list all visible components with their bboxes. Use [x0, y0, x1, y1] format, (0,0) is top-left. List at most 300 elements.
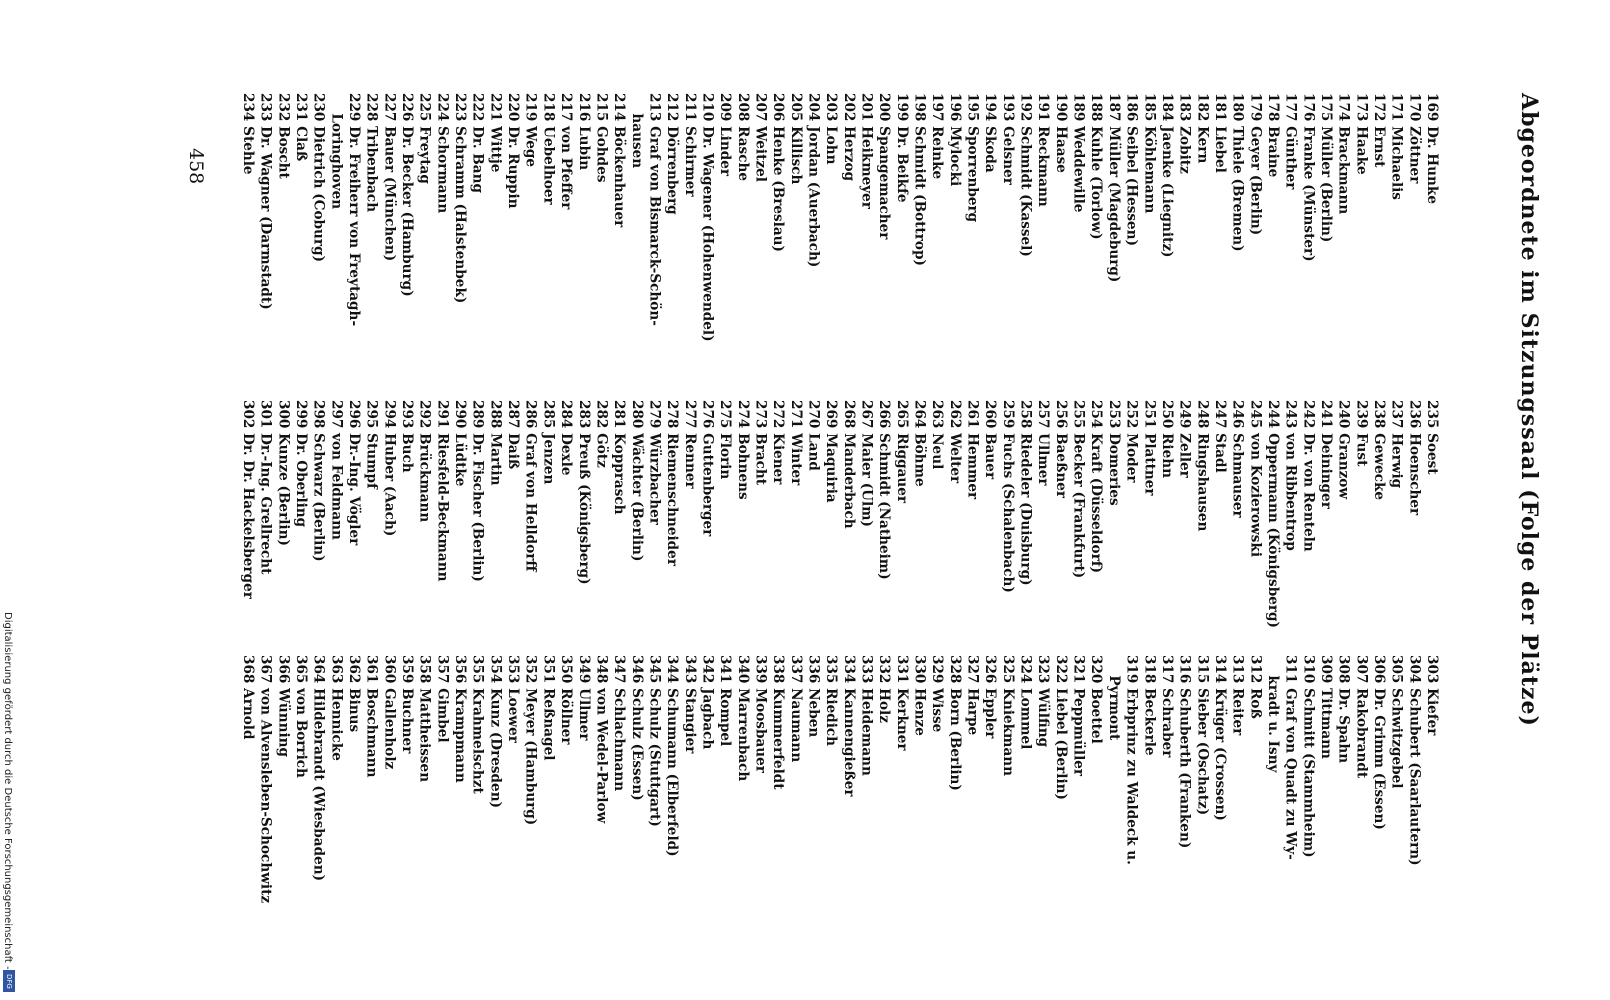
seat-entry — [1122, 93, 1140, 393]
seat-entry — [786, 655, 804, 995]
member-name: Gohdes — [593, 126, 610, 183]
member-name: Becker (Frankfurt) — [1070, 433, 1087, 579]
seat-number: 213 — [646, 93, 663, 122]
seat-number: 301 — [257, 400, 274, 429]
seat-entry — [609, 655, 627, 995]
seat-number: 252 — [1123, 400, 1140, 429]
seat-entry — [998, 655, 1016, 995]
seat-entry — [592, 93, 610, 393]
member-name: von Pfeffer — [558, 126, 575, 210]
seat-number: 361 — [363, 655, 380, 684]
member-name: Schraber — [1158, 688, 1175, 758]
member-name: Moder — [1123, 433, 1140, 483]
seat-number: 231 — [293, 93, 309, 122]
seat-entry — [1016, 400, 1034, 645]
member-name: Schwitzgebel — [1388, 688, 1405, 789]
seat-number: 273 — [752, 400, 769, 429]
seat-entry — [397, 93, 415, 393]
seat-entry — [521, 400, 539, 645]
seat-entry — [468, 655, 486, 995]
seat-entry — [1087, 400, 1105, 645]
seat-number: 328 — [946, 655, 963, 684]
seat-entry — [521, 655, 539, 995]
member-name: Schramm (Halstenbek) — [452, 126, 469, 304]
seat-number: 305 — [1388, 655, 1405, 684]
seat-number: 281 — [611, 400, 628, 429]
seat-entry — [1316, 93, 1334, 393]
seat-number: 264 — [911, 400, 928, 429]
member-name: Land — [805, 433, 822, 471]
seat-entry — [875, 400, 893, 645]
member-name: Reckmann — [1035, 126, 1052, 207]
seat-entry — [945, 400, 963, 645]
member-name: Lüdtke — [452, 433, 469, 487]
seat-number: 364 — [310, 655, 327, 684]
seat-number: 298 — [310, 400, 327, 429]
seat-number: 212 — [664, 93, 681, 122]
seat-entry — [1263, 400, 1281, 645]
seat-number: 199 — [893, 93, 910, 122]
seat-entry — [1104, 400, 1122, 645]
member-name: Brackmann — [1335, 126, 1352, 215]
member-name: Winter — [787, 433, 804, 486]
member-name: Schormann — [434, 126, 451, 214]
seat-entry — [998, 400, 1016, 645]
member-name: Krüger (Crossen) — [1211, 688, 1228, 821]
member-name: Dr. Ruppin — [505, 126, 522, 209]
seat-entry — [963, 93, 981, 393]
seat-number: 291 — [434, 400, 451, 429]
member-name: Claß — [293, 126, 309, 162]
seat-number: 251 — [1141, 400, 1158, 429]
seat-entry — [1281, 655, 1299, 995]
seat-number: 263 — [929, 400, 946, 429]
seat-entry — [1281, 93, 1299, 393]
seat-number: 357 — [434, 655, 451, 684]
seat-number: 275 — [717, 400, 734, 429]
seat-number: 314 — [1211, 655, 1228, 684]
member-name: Florin — [717, 433, 734, 480]
seat-entry — [733, 400, 751, 645]
member-name: Dr. Hunke — [1424, 126, 1440, 204]
seat-entry — [238, 655, 256, 995]
member-name: Buchner — [399, 688, 416, 754]
member-name: Oppermann (Königsberg) — [1264, 433, 1281, 628]
member-name: Dr. Oberling — [293, 433, 309, 528]
seat-number: 312 — [1247, 655, 1264, 684]
seat-number: 235 — [1424, 400, 1440, 429]
seat-entry — [486, 400, 504, 645]
seat-number: 223 — [452, 93, 469, 122]
dfg-logo-text: DFG — [5, 973, 13, 989]
member-name: Graf von Quadt zu Wy- — [1282, 688, 1299, 860]
seat-column-1 — [238, 93, 1440, 393]
seat-entry — [1369, 400, 1387, 645]
seat-entry — [415, 93, 433, 393]
seat-number: 217 — [558, 93, 575, 122]
member-name: Fust — [1353, 433, 1370, 467]
member-name: Guttenberger — [699, 433, 716, 537]
seat-entry — [433, 655, 451, 995]
seat-number: 277 — [681, 400, 698, 429]
seat-number: 356 — [452, 655, 469, 684]
member-name: Uebelhoer — [540, 126, 557, 205]
seat-entry — [627, 93, 645, 393]
member-name: Dr. Beikfe — [893, 126, 910, 203]
member-name: Fuchs (Schalenbach) — [999, 433, 1016, 593]
seat-entry — [344, 400, 362, 645]
seat-entry — [238, 93, 256, 393]
member-name: Gewecke — [1370, 433, 1387, 501]
seat-entry — [945, 93, 963, 393]
member-name: Müller (Magdeburg) — [1105, 126, 1122, 283]
seat-number: 203 — [823, 93, 840, 122]
seat-entry — [433, 93, 451, 393]
member-name: Weddewille — [1070, 126, 1087, 213]
seat-number: 285 — [540, 400, 557, 429]
seat-entry — [1352, 655, 1370, 995]
member-name: Marrenbach — [734, 688, 751, 782]
seat-number: 171 — [1388, 93, 1405, 122]
seat-number: 284 — [558, 400, 575, 429]
seat-entry — [1104, 93, 1122, 393]
seat-number: 279 — [646, 400, 663, 429]
seat-entry — [1246, 400, 1264, 645]
seat-entry — [609, 400, 627, 645]
member-name: Kannengießer — [840, 688, 857, 797]
member-name: Brückmann — [416, 433, 433, 523]
member-name: Böhme — [911, 433, 928, 487]
member-name: Roß — [1247, 688, 1264, 719]
member-name: Thiele (Bremen) — [1229, 126, 1246, 252]
member-name: Kuhle (Torlow) — [1088, 126, 1105, 240]
seat-number: 175 — [1317, 93, 1334, 122]
member-name: Jaenke (Liegnitz) — [1158, 126, 1175, 258]
seat-entry — [1193, 93, 1211, 393]
seat-entry — [875, 93, 893, 393]
dfg-logo — [3, 970, 15, 992]
member-name: Schulz (Essen) — [628, 688, 645, 801]
seat-entry — [928, 93, 946, 393]
seat-entry — [627, 655, 645, 995]
seat-number: 254 — [1088, 400, 1105, 429]
seat-number: 350 — [558, 655, 575, 684]
page-title: Abgeordnete im Sitzungssaal (Folge der Plätze) — [1516, 93, 1542, 727]
member-name: Jordan (Auerbach) — [805, 126, 822, 268]
seat-number: 249 — [1176, 400, 1193, 429]
seat-entry — [1034, 655, 1052, 995]
seat-entry — [1069, 400, 1087, 645]
member-name: Kunze (Berlin) — [275, 433, 292, 546]
seat-entry — [1334, 93, 1352, 393]
seat-number: 280 — [628, 400, 645, 429]
member-name: Riemenschneider — [664, 433, 681, 566]
seat-number: 246 — [1229, 400, 1246, 429]
seat-entry — [380, 655, 398, 995]
seat-number: 170 — [1406, 93, 1423, 122]
seat-number: 283 — [575, 400, 592, 429]
seat-entry — [857, 400, 875, 645]
seat-number: 309 — [1317, 655, 1334, 684]
member-name: von Feldmann — [328, 433, 345, 540]
seat-entry — [804, 93, 822, 393]
seat-entry — [380, 400, 398, 645]
seat-number: 276 — [699, 400, 716, 429]
seat-number: 242 — [1300, 400, 1317, 429]
seat-number: 191 — [1035, 93, 1052, 122]
member-name: Martin — [487, 433, 504, 486]
member-name: Köhlemann — [1141, 126, 1158, 214]
seat-entry — [627, 400, 645, 645]
seat-entry — [397, 400, 415, 645]
seat-number: 368 — [239, 655, 256, 684]
seat-number: 255 — [1070, 400, 1087, 429]
seat-entry — [1228, 400, 1246, 645]
seat-entry — [839, 400, 857, 645]
seat-number: 261 — [964, 400, 981, 429]
seat-entry — [662, 400, 680, 645]
member-name: Linder — [717, 126, 734, 177]
seat-entry — [1246, 93, 1264, 393]
seat-entry — [662, 93, 680, 393]
member-name: Müller (Berlin) — [1317, 126, 1334, 243]
seat-number: 178 — [1264, 93, 1281, 122]
seat-entry — [362, 655, 380, 995]
seat-entry — [1316, 655, 1334, 995]
seat-number: 272 — [770, 400, 787, 429]
seat-number: 218 — [540, 93, 557, 122]
seat-number: 293 — [399, 400, 416, 429]
seat-entry — [1387, 400, 1405, 645]
seat-number: 243 — [1282, 400, 1299, 429]
member-name: Holz — [876, 688, 893, 723]
seat-number: 299 — [293, 400, 309, 429]
seat-entry — [839, 655, 857, 995]
member-name: Michaelis — [1388, 126, 1405, 200]
seat-number: 325 — [999, 655, 1016, 684]
seat-number: 313 — [1229, 655, 1246, 684]
seat-entry — [256, 93, 274, 393]
seat-number: 316 — [1176, 655, 1193, 684]
seat-entry — [1051, 400, 1069, 645]
seat-entry — [556, 93, 574, 393]
seat-number: 198 — [911, 93, 928, 122]
seat-entry — [1352, 93, 1370, 393]
seat-number: 260 — [982, 400, 999, 429]
seat-entry — [998, 93, 1016, 393]
seat-entry — [751, 655, 769, 995]
seat-number: 181 — [1211, 93, 1228, 122]
seat-entry — [556, 655, 574, 995]
member-name: Reßnagel — [540, 688, 557, 761]
seat-entry — [1299, 655, 1317, 995]
seat-entry — [450, 93, 468, 393]
member-name: von Borrich — [293, 688, 309, 778]
member-name: Harpe — [964, 688, 981, 736]
seat-number: 247 — [1211, 400, 1228, 429]
seat-entry — [1016, 93, 1034, 393]
member-name: Jagbach — [699, 688, 716, 750]
seat-number: 266 — [876, 400, 893, 429]
seat-number: 342 — [699, 655, 716, 684]
seat-number: 349 — [575, 655, 592, 684]
seat-number: 306 — [1370, 655, 1387, 684]
member-name: Sieber (Oschatz) — [1194, 688, 1211, 816]
seat-entry — [1210, 655, 1228, 995]
member-name: Dietrich (Coburg) — [310, 126, 327, 263]
member-name: Stangier — [681, 688, 698, 754]
member-name: Ullmer — [575, 688, 592, 741]
seat-entry — [1387, 655, 1405, 995]
seat-number: 345 — [646, 655, 663, 684]
seat-number: 334 — [840, 655, 857, 684]
seat-number: 197 — [929, 93, 946, 122]
seat-number: 232 — [275, 93, 292, 122]
seat-number: 354 — [487, 655, 504, 684]
member-name: Würzbacher — [646, 433, 663, 525]
member-name: Arnold — [239, 688, 256, 740]
seat-number: 353 — [505, 655, 522, 684]
seat-number: 269 — [823, 400, 840, 429]
member-name: Wächter (Berlin) — [628, 433, 645, 562]
seat-number: 315 — [1194, 655, 1211, 684]
seat-entry — [892, 400, 910, 645]
member-name: Krahmelschzt — [469, 688, 486, 794]
seat-entry — [327, 655, 345, 995]
seat-number: 256 — [1052, 400, 1069, 429]
seat-number: 194 — [982, 93, 999, 122]
member-name: Kraft (Düsseldorf) — [1088, 433, 1105, 574]
member-name: Krampmann — [452, 688, 469, 783]
seat-entry — [539, 400, 557, 645]
seat-entry — [503, 93, 521, 393]
seat-entry — [539, 93, 557, 393]
seat-entry — [486, 655, 504, 995]
seat-entry — [1228, 655, 1246, 995]
seat-number: 176 — [1300, 93, 1317, 122]
seat-number: 180 — [1229, 93, 1246, 122]
seat-number: 294 — [381, 400, 398, 429]
member-name: Schwarz (Berlin) — [310, 433, 327, 562]
seat-number: 362 — [346, 655, 363, 684]
seat-entry — [256, 400, 274, 645]
seat-entry — [1369, 655, 1387, 995]
member-name: Franke (Münster) — [1300, 126, 1317, 262]
member-name: Stumpf — [363, 433, 380, 489]
member-name: Riesfeld-Beckmann — [434, 433, 451, 582]
member-name: Boscht — [275, 126, 292, 179]
seat-entry — [733, 93, 751, 393]
seat-number: 183 — [1176, 93, 1193, 122]
member-name: Graf von Bismarck-Schön- — [646, 126, 663, 326]
seat-number: 286 — [522, 400, 539, 429]
seat-number: 219 — [522, 93, 539, 122]
seat-entry — [1051, 655, 1069, 995]
member-name: Plattner — [1141, 433, 1158, 496]
seat-number: 290 — [452, 400, 469, 429]
seat-number: 363 — [328, 655, 345, 684]
seat-number: 210 — [699, 93, 716, 122]
seat-number: 321 — [1070, 655, 1087, 684]
seat-entry — [397, 655, 415, 995]
seat-number: 322 — [1052, 655, 1069, 684]
member-name: Bohnens — [734, 433, 751, 500]
digitization-note: Digitalisierung gefördert durch die Deutsche Forschungsgemeinschaft - — [2, 612, 13, 970]
member-name: Weitzel — [752, 126, 769, 182]
seat-entry — [503, 655, 521, 995]
member-name: Dr. Freiherr von Freytagh- — [346, 126, 363, 327]
seat-entry — [486, 93, 504, 393]
member-name: Baeßner — [1052, 433, 1069, 499]
seat-number: 195 — [964, 93, 981, 122]
seat-entry — [1387, 93, 1405, 393]
seat-number: 205 — [787, 93, 804, 122]
member-name: Bauer — [982, 433, 999, 480]
seat-entry — [645, 93, 663, 393]
member-name: Dr. Spahn — [1335, 688, 1352, 764]
seat-entry — [362, 400, 380, 645]
seat-entry — [1122, 400, 1140, 645]
seat-entry — [1034, 400, 1052, 645]
member-name: Lohn — [823, 126, 840, 165]
seat-entry — [1069, 655, 1087, 995]
member-name: Herwig — [1388, 433, 1405, 489]
seat-entry — [309, 655, 327, 995]
member-name: Manderbach — [840, 433, 857, 529]
seat-entry — [468, 400, 486, 645]
seat-entry — [680, 400, 698, 645]
member-name: Gelsner — [999, 126, 1016, 185]
seat-entry — [344, 655, 362, 995]
member-name: Schmitt (Stammheim) — [1300, 688, 1317, 858]
member-name: Graf von Helldorff — [522, 433, 539, 572]
member-name: Riehn — [1158, 433, 1175, 479]
seat-entry — [1369, 93, 1387, 393]
seat-entry — [698, 655, 716, 995]
member-name: Götz — [593, 433, 610, 468]
seat-number: 317 — [1158, 655, 1175, 684]
member-name: Hemmer — [964, 433, 981, 500]
seat-entry — [910, 655, 928, 995]
seat-number: 221 — [487, 93, 504, 122]
seat-number: 339 — [752, 655, 769, 684]
seat-entry — [892, 93, 910, 393]
member-name: Dr. Becker (Hamburg) — [399, 126, 416, 297]
seat-entry — [715, 93, 733, 393]
seat-entry — [804, 400, 822, 645]
seat-entry — [309, 400, 327, 645]
seat-number: 244 — [1264, 400, 1281, 429]
seat-entry — [1140, 400, 1158, 645]
seat-entry — [574, 93, 592, 393]
seat-number: 267 — [858, 400, 875, 429]
seat-entry — [291, 400, 309, 645]
seat-entry — [1246, 655, 1264, 995]
seat-number: 186 — [1123, 93, 1140, 122]
seat-number: 288 — [487, 400, 504, 429]
member-name: Kunz (Dresden) — [487, 688, 504, 809]
seat-number: 344 — [664, 655, 681, 684]
seat-entry — [857, 655, 875, 995]
seat-number: 304 — [1406, 655, 1423, 684]
seat-number: 307 — [1353, 655, 1370, 684]
seat-number: 310 — [1300, 655, 1317, 684]
seat-number: 220 — [505, 93, 522, 122]
seat-entry — [274, 400, 292, 645]
seat-number: 330 — [911, 655, 928, 684]
seat-entry — [1122, 655, 1140, 995]
seat-number: 358 — [416, 655, 433, 684]
